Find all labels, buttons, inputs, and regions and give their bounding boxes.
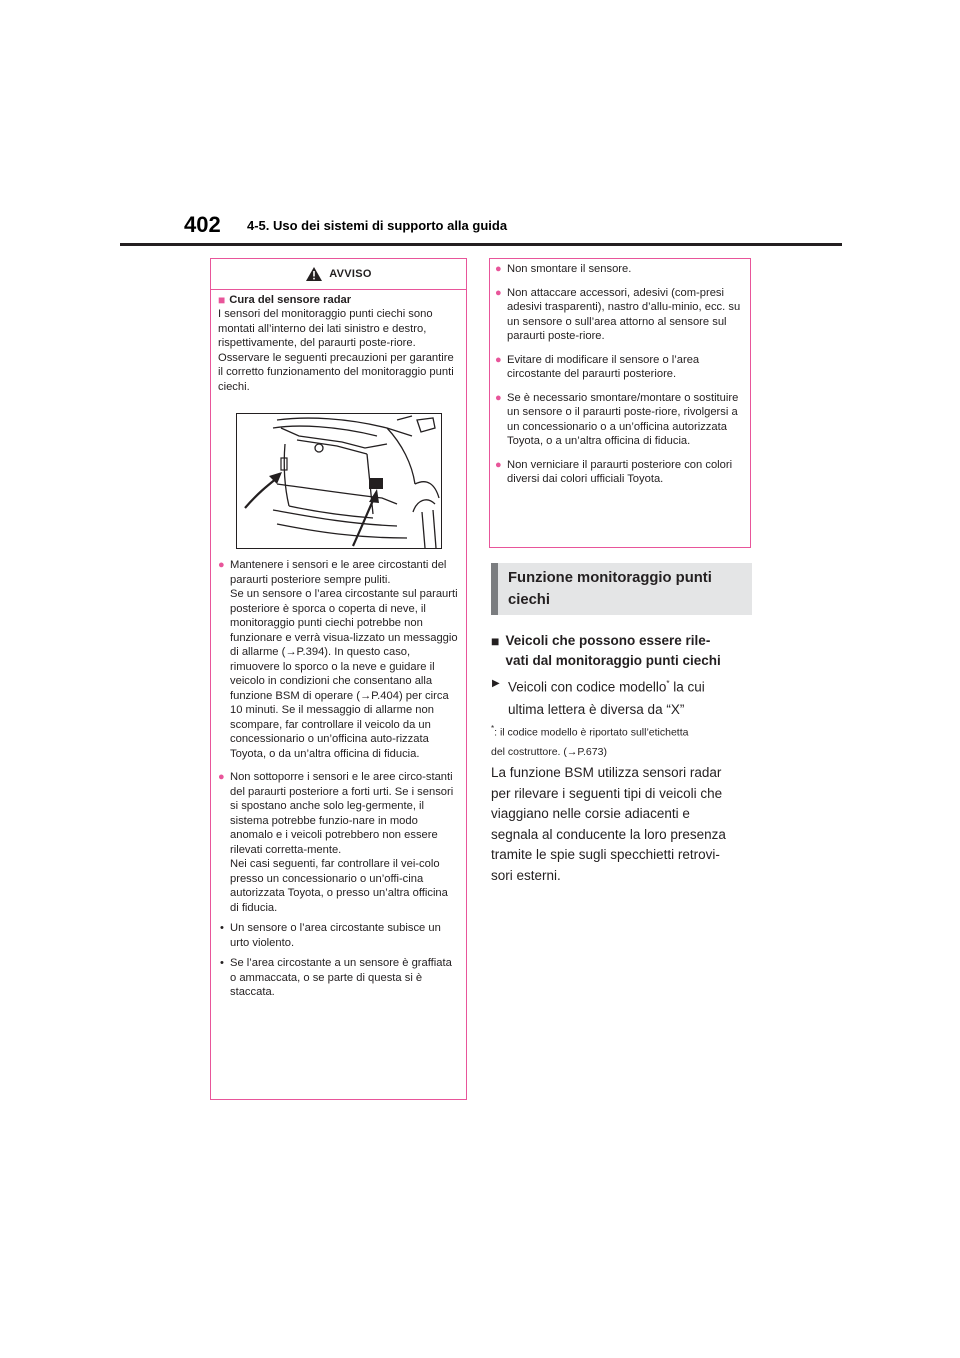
circle-bullet-icon: ● xyxy=(495,286,502,299)
bullet-item xyxy=(218,558,459,761)
bullet-item xyxy=(495,391,742,449)
circle-bullet-icon: ● xyxy=(495,263,502,275)
square-bullet-icon: ■ xyxy=(218,293,226,307)
section-heading: Funzione monitoraggio punti ciechi xyxy=(491,563,752,615)
sub-bullet-item xyxy=(218,956,459,1000)
circle-bullet-icon: ● xyxy=(218,559,225,571)
warning-box-left xyxy=(210,258,467,1100)
item-text-b: la cui ultima lettera è diversa da “X” xyxy=(508,679,705,717)
bullet-item xyxy=(495,286,742,344)
dot-marker: • xyxy=(220,957,224,969)
warning-triangle-icon xyxy=(305,266,323,282)
body-paragraph: La funzione BSM utilizza sensori radar per rilevare i seguenti tipi di veicoli che viaggiano nelle corsie adiacenti e segnala al conducente la loro presenza tramite le spie sugli specchietti retrovi- sori esterni. xyxy=(491,765,726,883)
item-text-a: Veicoli con codice modello xyxy=(508,679,667,695)
bullet-text: Non smontare il sensore. xyxy=(507,263,632,275)
warning-box-right xyxy=(489,258,751,548)
circle-bullet-icon: ● xyxy=(218,771,225,783)
section-title-text: Cura del sensore radar xyxy=(229,294,352,306)
circle-bullet-icon: ● xyxy=(495,458,502,471)
triangle-list-item xyxy=(492,673,752,721)
footnote xyxy=(491,719,753,762)
sub-bullet-text: Un sensore o l’area circostante subisce un urto violento. xyxy=(230,922,441,949)
subheading xyxy=(491,631,752,671)
subheading-text: Veicoli che possono essere rile- vati dal monitoraggio punti ciechi xyxy=(505,633,721,668)
warning-header xyxy=(211,259,466,290)
sub-bullet-item xyxy=(218,921,459,950)
bullet-text: Non verniciare il paraurti posteriore con colori diversi dai colori ufficiali Toyota. xyxy=(507,458,733,485)
list-item-text xyxy=(508,673,705,721)
warning-title: AVVISO xyxy=(329,268,372,280)
bullet-item xyxy=(495,262,742,277)
square-bullet-icon: ■ xyxy=(491,633,500,649)
bullet-text: Se è necessario smontare/montare o sostituire un sensore o il paraurti poste-riore, rivolgersi a un concessionario o a un’officina autorizzata Toyota, o a un’altra officina di fiducia. xyxy=(507,391,739,447)
intro-text: I sensori del monitoraggio punti ciechi sono montati all’interno dei lati sinistro e destro, rispettivamente, del paraurti poste-riore. Osservare le seguenti precauzioni per garantire il corretto funzionamento del monitoraggio punti ciechi. xyxy=(218,308,454,393)
footnote-mark: * xyxy=(491,724,495,733)
chapter-title: 4-5. Uso dei sistemi di supporto alla guida xyxy=(247,218,508,233)
circle-bullet-icon: ● xyxy=(495,391,502,404)
footnote-marker: * xyxy=(666,679,670,688)
bullet-text: Mantenere i sensori e le aree circostanti del paraurti posteriore sempre puliti. Se un sensore o l’area circostante sul paraurti posteriore è sporca o coperta di neve, il monitoraggio punti ciechi potrebbe non funzionare e verrà visua-lizzato un messaggio di allarme (→P.394). In questo caso, rimuovere lo sporco o la neve e guidare il veicolo in condizioni che consentano alla funzione BSM di operare (→P.404) per circa 10 minuti. Se il messaggio di allarme non scompare, far controllare il veicolo da un concessionario o un’officina auto-rizzata Toyota, o da un’altra officina di fiducia. xyxy=(230,559,458,760)
bullet-text: Non sottoporre i sensori e le aree circo-stanti del paraurti posteriore a forti urti. Se i sensori si spostano anche solo leg-germente, il sistema potrebbe funzio-nare in modo anomalo e i veicoli potrebbero non essere rilevati corretta-mente. Nei casi seguenti, far controllare il vei-colo presso un concessionario o un’offi-cina autorizzata Toyota, o presso un’altra officina di fiducia. xyxy=(230,771,454,914)
section-title-radar xyxy=(218,293,459,307)
bullet-text: Non attaccare accessori, adesivi (com-presi adesivi trasparenti), nastro d’allu-minio, ecc. su un sensore o sull’area attorno al sensore sul paraurti poste-riore. xyxy=(507,286,741,342)
footnote-text: : il codice modello è riportato sull’etichetta del costruttore. (→P.673) xyxy=(491,726,689,758)
bullet-text: Evitare di modificare il sensore o l’area circostante del paraurti posteriore. xyxy=(507,353,700,380)
circle-bullet-icon: ● xyxy=(495,353,502,366)
rear-bumper-drawing xyxy=(237,414,441,548)
bullet-item xyxy=(495,458,742,487)
dot-marker: • xyxy=(220,922,224,934)
header-rule xyxy=(120,243,842,246)
sub-bullet-text: Se l’area circostante a un sensore è graffiata o ammaccata, o se parte di questa si è staccata. xyxy=(230,957,452,998)
triangle-bullet-icon: ▶ xyxy=(492,678,500,689)
rear-bumper-illustration xyxy=(236,413,442,549)
page-number: 402 xyxy=(184,212,221,237)
bullet-item xyxy=(495,353,742,382)
bullet-item xyxy=(218,770,459,915)
